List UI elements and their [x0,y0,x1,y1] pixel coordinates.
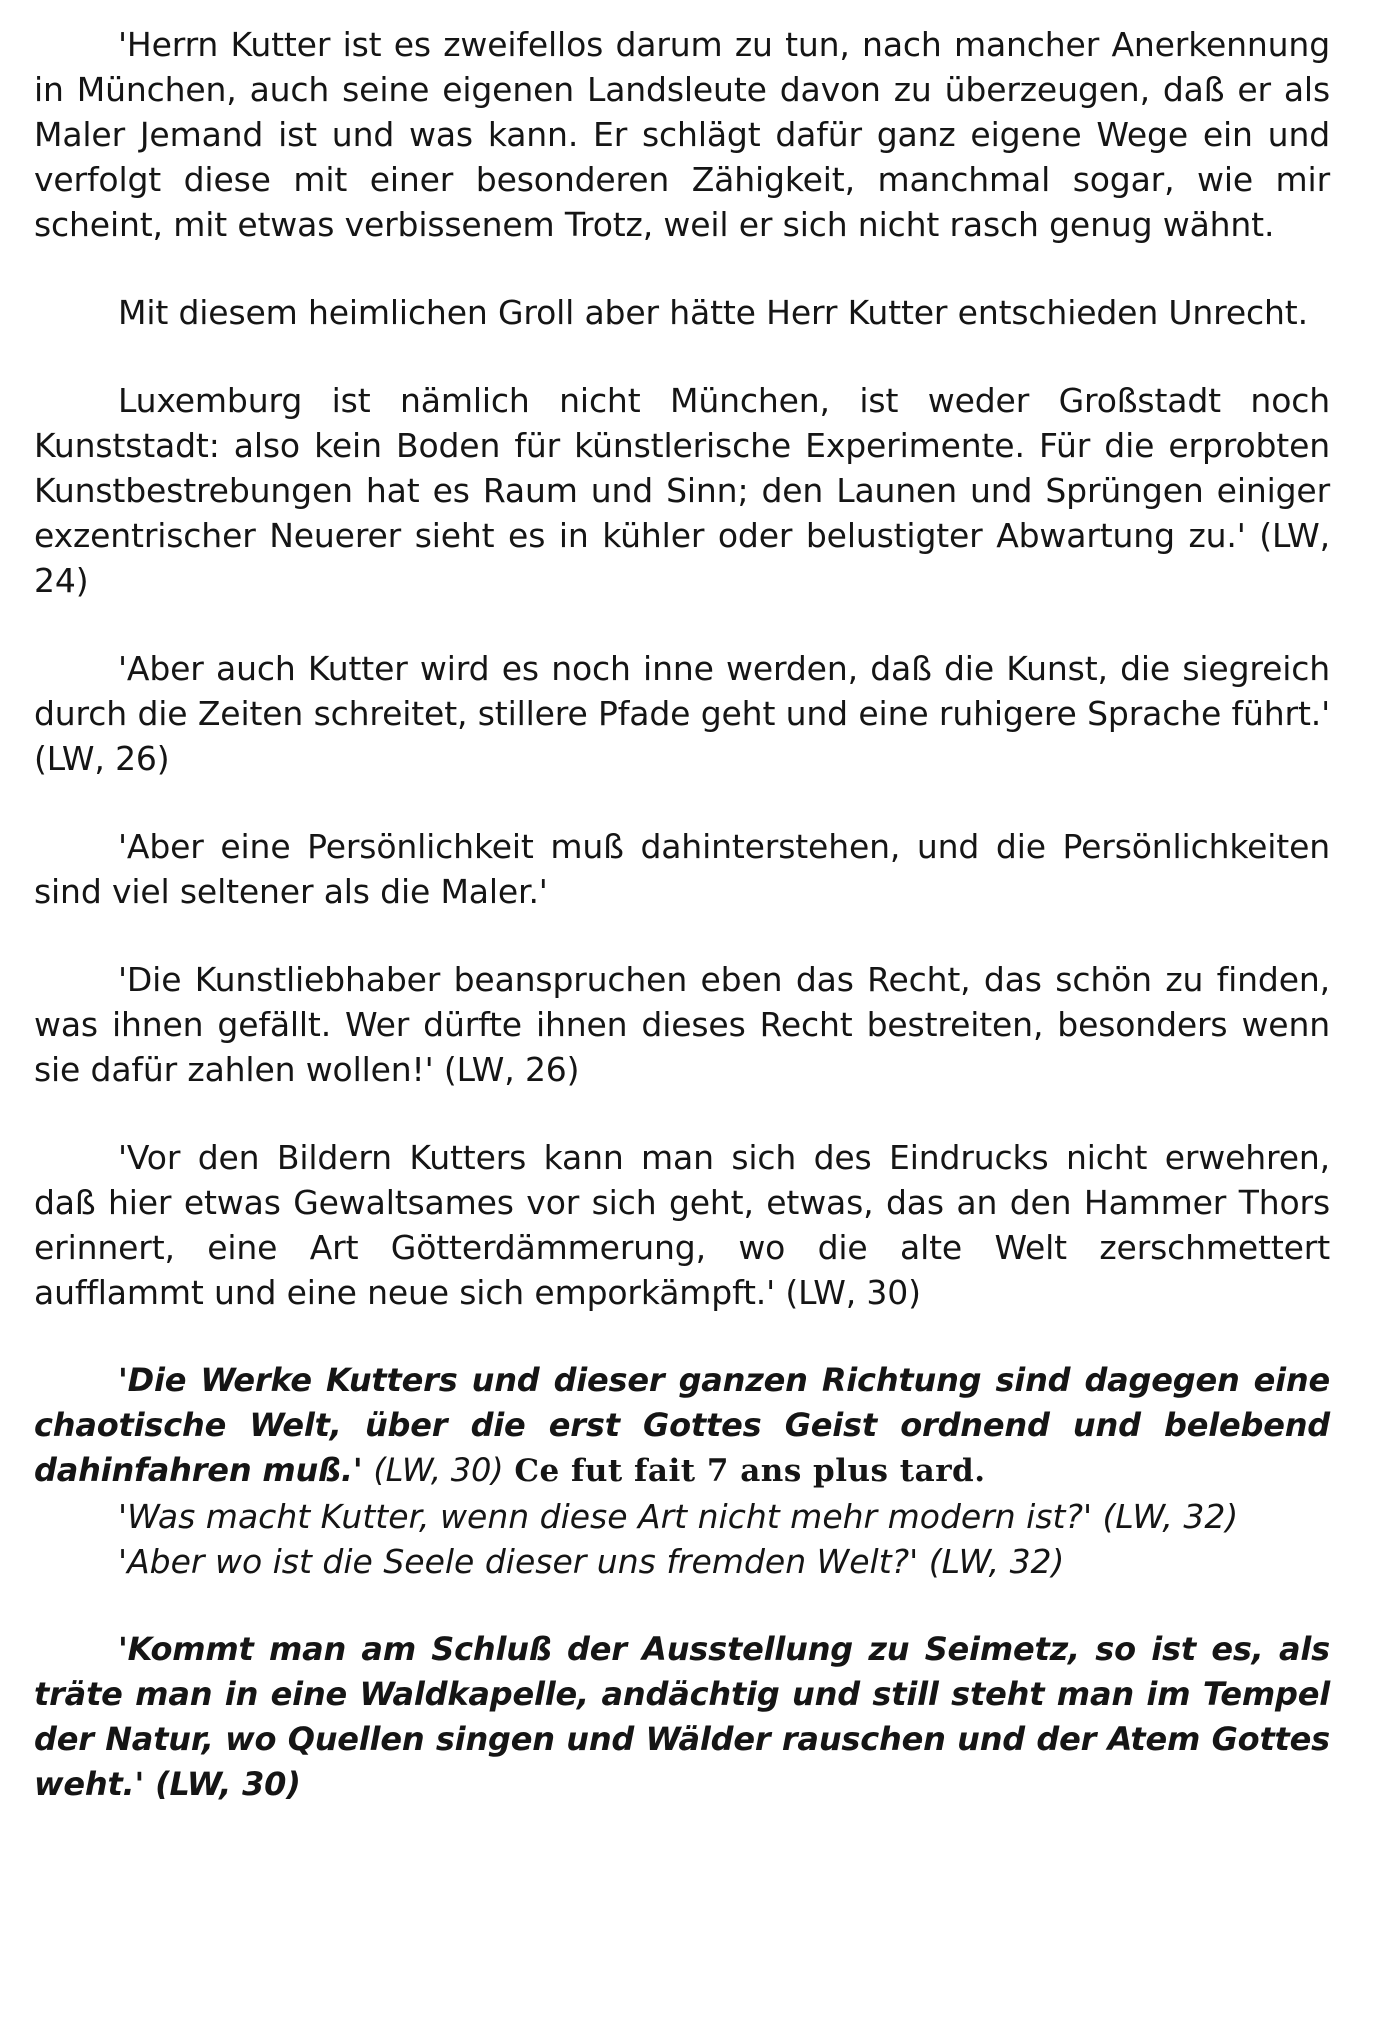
paragraph-hammer-thors: 'Vor den Bildern Kutters kann man sich des Eindrucks nicht erwehren, daß hier etwas Gewaltsames vor sich geht, etwas, das an den Hammer Thors erinnert, eine Art Götterdämmerung, wo die alte Welt zerschmettert aufflammt und eine neue sich emporkämpft.' (LW, 30) [34,1138,1330,1312]
paragraph-luxemburg: Luxemburg ist nämlich nicht München, ist weder Großstadt noch Kunststadt: also kein Boden für künstlerische Experimente. Für die erprobten Kunstbestrebungen hat es Raum und Sinn; den Launen und Sprüngen einiger exzentrischer Neuerer sieht es in kühler oder belustigter Abwartung zu.' (LW, 24) [34,381,1330,600]
paragraph-stillere-pfade: 'Aber auch Kutter wird es noch inne werden, daß die Kunst, die siegreich durch die Zeiten schreitet, stillere Pfade geht und eine ruhigere Sprache führt.' (LW, 26) [34,649,1330,778]
paragraph-chaotische-welt [34,1358,1330,1494]
paragraph-seele-fremde-welt: 'Aber wo ist die Seele dieser uns fremden Welt?' (LW, 32) [118,1542,1065,1581]
french-comment: Ce fut fait 7 ans plus tard. [514,1453,986,1489]
document-page [34,22,1330,1807]
paragraph-persoenlichkeit: 'Aber eine Persönlichkeit muß dahinterstehen, und die Persönlichkeiten sind viel seltener als die Maler.' [34,827,1330,911]
citation-lw-30: (LW, 30) [373,1451,504,1489]
paragraph-heimlicher-groll: Mit diesem heimlichen Groll aber hätte Herr Kutter entschieden Unrecht. [118,293,1308,332]
quote-seimetz: 'Kommt man am Schluß der Ausstellung zu Seimetz, so ist es, als träte man in eine Waldkapelle, andächtig und still steht man im Tempel der Natur, wo Quellen singen und Wälder rauschen und der Atem Gottes weht.' [34,1630,1330,1803]
citation-lw-30-seimetz: (LW, 30) [155,1765,301,1803]
paragraph-kutter-muenchen: 'Herrn Kutter ist es zweifellos darum zu tun, nach mancher Anerkennung in München, auch seine eigenen Landsleute davon zu überzeugen, daß er als Maler Jemand ist und was kann. Er schlägt dafür ganz eigene Wege ein und verfolgt diese mit einer besonderen Zähigkeit, manchmal sogar, wie mir scheint, mit etwas verbissenem Trotz, weil er sich nicht rasch genug wähnt. [34,25,1330,244]
paragraph-seimetz-waldkapelle [34,1627,1330,1807]
paragraph-nicht-mehr-modern: 'Was macht Kutter, wenn diese Art nicht mehr modern ist?' (LW, 32) [118,1497,1239,1536]
quote-chaotische-welt: 'Die Werke Kutters und dieser ganzen Richtung sind dagegen eine chaotische Welt, über die erst Gottes Geist ordnend und belebend dahinfahren muß.' [34,1361,1330,1489]
paragraph-kunstliebhaber: 'Die Kunstliebhaber beanspruchen eben das Recht, das schön zu finden, was ihnen gefällt. Wer dürfte ihnen dieses Recht bestreiten, besonders wenn sie dafür zahlen wollen!' (LW, 26) [34,960,1330,1089]
